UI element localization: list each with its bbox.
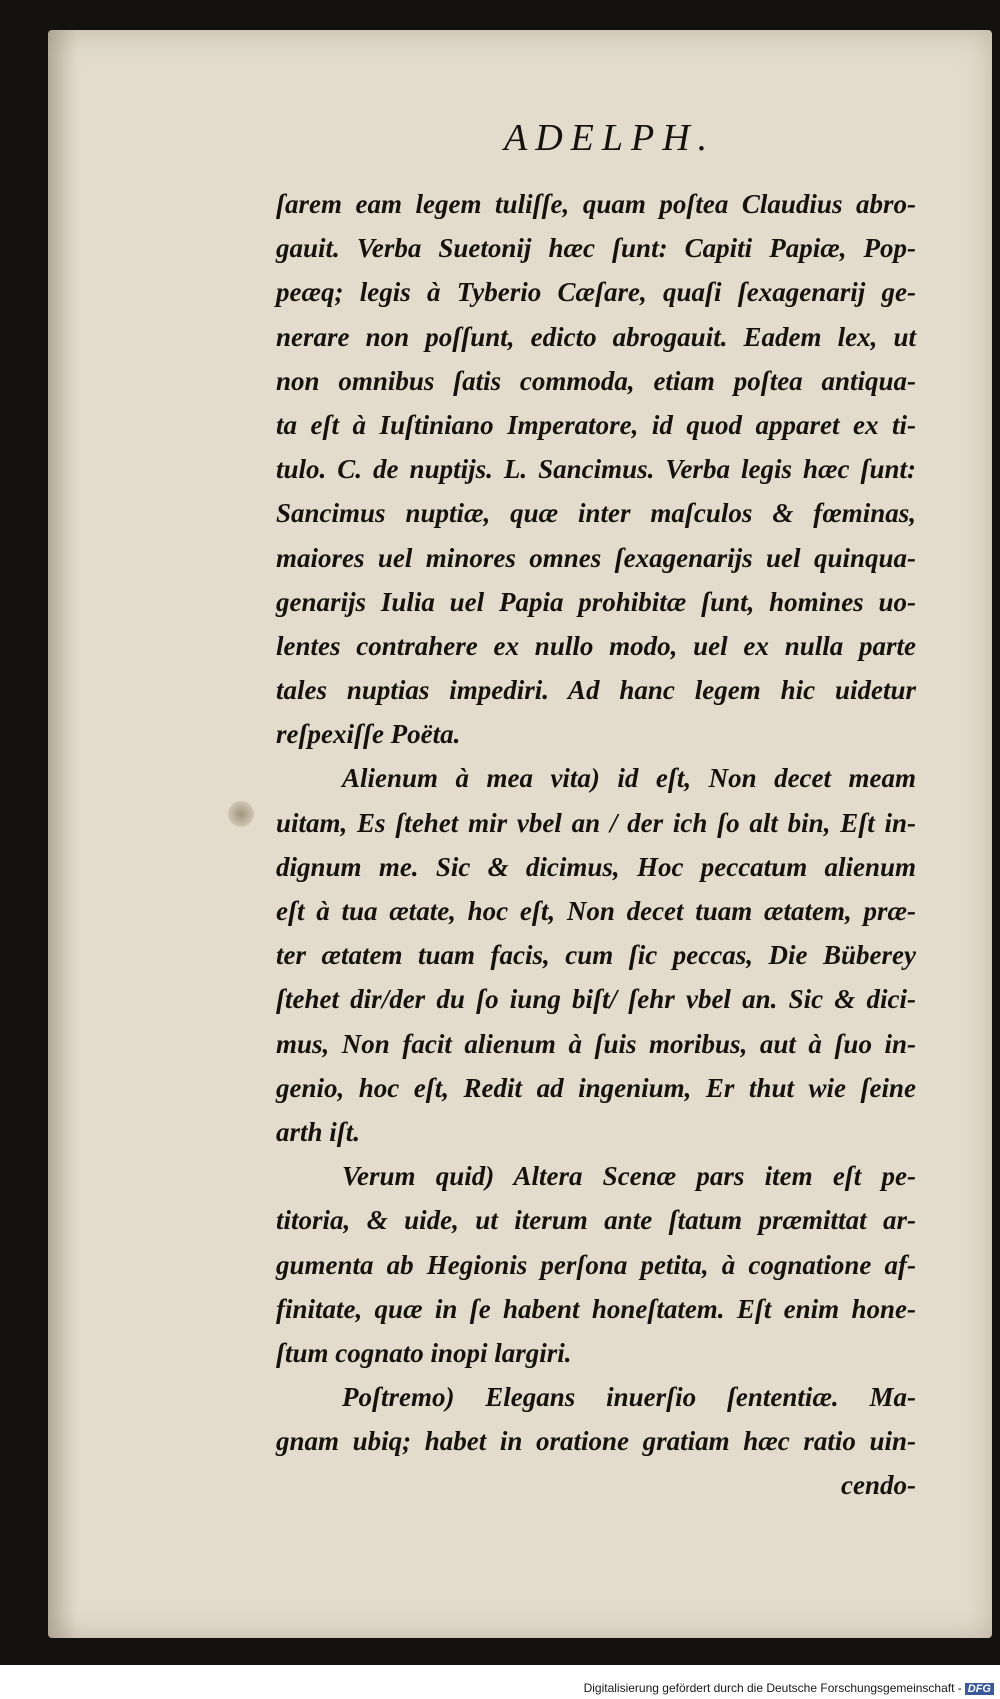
running-head: ADELPH. [504,117,716,159]
text-line: gumenta ab Hegionis perſona petita, à cognatione af- [276,1249,916,1280]
text-line: finitate, quæ in ſe habent honeſtatem. Eſt enim hone- [276,1293,916,1324]
text-line: tulo. C. de nuptijs. L. Sancimus. Verba legis hæc ſunt: [276,454,916,485]
text-line: ſtum cognato inopi largiri. [276,1337,572,1368]
book-page [48,30,992,1638]
text-line: lentes contrahere ex nullo modo, uel ex nulla parte [276,630,916,661]
dfg-logo: DFG [965,1683,994,1695]
text-line: ta eſt à Iuſtiniano Imperatore, id quod apparet ex ti- [276,409,916,440]
digitization-credit [584,1681,994,1695]
text-line: nerare non poſſunt, edicto abrogauit. Eadem lex, ut [276,321,916,352]
text-line: ſarem eam legem tuliſſe, quam poſtea Claudius abro- [276,189,916,219]
catchword: cendo- [841,1470,916,1501]
text-line: reſpexiſſe Poëta. [276,719,461,750]
text-line: genio, hoc eſt, Redit ad ingenium, Er thut wie ſeine [276,1072,916,1103]
text-line: tales nuptias impediri. Ad hanc legem hic uidetur [276,675,916,706]
text-line: non omnibus ſatis commoda, etiam poſtea antiqua- [276,365,916,396]
body-text [276,182,916,1508]
text-line: arth iſt. [276,1116,361,1147]
text-line: peæq; legis à Tyberio Cæſare, quaſi ſexagenarij ge- [276,277,916,308]
text-line: eſt à tua ætate, hoc eſt, Non decet tuam ætatem, præ- [276,896,916,926]
text-line: gnam ubiq; habet in oratione gratiam hæc ratio uin- [276,1426,916,1457]
text-line: Verum quid) Altera Scenæ pars item eſt pe- [342,1161,916,1192]
text-line: ter ætatem tuam facis, cum ſic peccas, Die Büberey [276,940,916,971]
text-line: Poſtremo) Elegans inuerſio ſententiæ. Ma- [342,1382,916,1413]
text-line: titoria, & uide, ut iterum ante ſtatum præmittat ar- [276,1205,916,1236]
text-line: Sancimus nuptiæ, quæ inter maſculos & fœminas, [276,498,916,529]
text-line: uitam, Es ſtehet mir vbel an / der ich ſo alt bin, Eſt in- [276,807,916,838]
text-line: ſtehet dir/der du ſo iung biſt/ ſehr vbel an. Sic & dici- [276,984,916,1015]
text-line: dignum me. Sic & dicimus, Hoc peccatum alienum [276,851,916,882]
text-line: maiores uel minores omnes ſexagenarijs uel quinqua- [276,542,916,573]
ink-stain [228,801,254,827]
credit-text: Digitalisierung gefördert durch die Deutsche Forschungsgemeinschaft - [583,1681,962,1695]
text-line: mus, Non facit alienum à ſuis moribus, aut à ſuo in- [276,1028,916,1059]
text-line: Alienum à mea vita) id eſt, Non decet meam [342,763,916,794]
text-line: gauit. Verba Suetonij hæc ſunt: Capiti Papiæ, Pop- [276,233,916,264]
text-line: genarijs Iulia uel Papia prohibitæ ſunt, homines uo- [276,586,916,617]
